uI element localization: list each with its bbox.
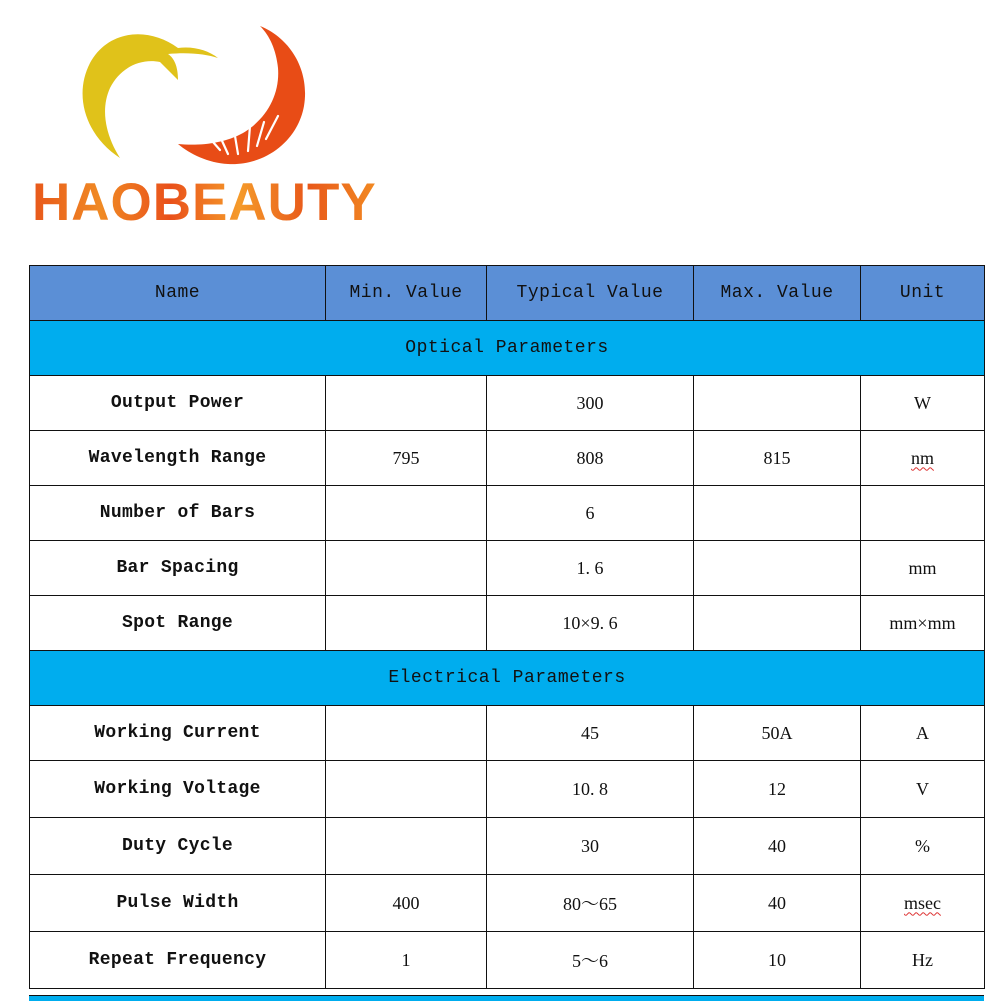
column-header-typical: Typical Value [487, 266, 694, 321]
unit: mm×mm [861, 596, 985, 651]
min-value: 400 [326, 875, 487, 932]
max-value [694, 596, 861, 651]
max-value [694, 541, 861, 596]
max-value: 815 [694, 431, 861, 486]
unit: % [861, 818, 985, 875]
min-value [326, 541, 487, 596]
unit-text: msec [904, 892, 941, 913]
table-row [30, 431, 985, 486]
param-name: Working Voltage [30, 761, 326, 818]
typical-value: 30 [487, 818, 694, 875]
column-header-max: Max. Value [694, 266, 861, 321]
min-value [326, 706, 487, 761]
typical-value: 300 [487, 376, 694, 431]
min-value [326, 818, 487, 875]
unit: Hz [861, 932, 985, 989]
typical-value: 5～6 [487, 932, 694, 989]
table-row [30, 932, 985, 989]
max-value: 12 [694, 761, 861, 818]
table-row [30, 875, 985, 932]
param-name: Bar Spacing [30, 541, 326, 596]
param-name: Working Current [30, 706, 326, 761]
param-name: Repeat Frequency [30, 932, 326, 989]
max-value: 10 [694, 932, 861, 989]
section-title: Electrical Parameters [30, 651, 985, 706]
table-row [30, 706, 985, 761]
typical-value: 1. 6 [487, 541, 694, 596]
unit [861, 431, 985, 486]
unit [861, 486, 985, 541]
table-row [30, 541, 985, 596]
unit: mm [861, 541, 985, 596]
table-row [30, 596, 985, 651]
param-name: Spot Range [30, 596, 326, 651]
typical-value: 80～65 [487, 875, 694, 932]
param-name: Wavelength Range [30, 431, 326, 486]
unit: A [861, 706, 985, 761]
section-header-electrical [30, 651, 985, 706]
min-value: 795 [326, 431, 487, 486]
section-header-optical [30, 321, 985, 376]
unit: W [861, 376, 985, 431]
max-value [694, 486, 861, 541]
typical-value: 10×9. 6 [487, 596, 694, 651]
column-header-min: Min. Value [326, 266, 487, 321]
min-value [326, 486, 487, 541]
param-name: Duty Cycle [30, 818, 326, 875]
typical-value: 45 [487, 706, 694, 761]
min-value: 1 [326, 932, 487, 989]
min-value [326, 376, 487, 431]
unit: V [861, 761, 985, 818]
column-header-unit: Unit [861, 266, 985, 321]
table-row [30, 376, 985, 431]
max-value: 40 [694, 818, 861, 875]
param-name: Number of Bars [30, 486, 326, 541]
min-value [326, 596, 487, 651]
table-row [30, 486, 985, 541]
section-title: Optical Parameters [30, 321, 985, 376]
unit-text: nm [910, 447, 934, 468]
max-value: 40 [694, 875, 861, 932]
min-value [326, 761, 487, 818]
unit [861, 875, 985, 932]
max-value [694, 376, 861, 431]
typical-value: 6 [487, 486, 694, 541]
swirl-emblem-icon [28, 18, 448, 168]
next-section-bar [29, 995, 984, 1001]
haobeauty-logo [28, 18, 448, 233]
typical-value: 10. 8 [487, 761, 694, 818]
spec-table [29, 265, 985, 989]
table-header-row [30, 266, 985, 321]
table-row [30, 761, 985, 818]
column-header-name: Name [30, 266, 326, 321]
param-name: Output Power [30, 376, 326, 431]
brand-wordmark: HAOBEAUTY [32, 173, 377, 232]
typical-value: 808 [487, 431, 694, 486]
table-row [30, 818, 985, 875]
param-name: Pulse Width [30, 875, 326, 932]
max-value: 50A [694, 706, 861, 761]
